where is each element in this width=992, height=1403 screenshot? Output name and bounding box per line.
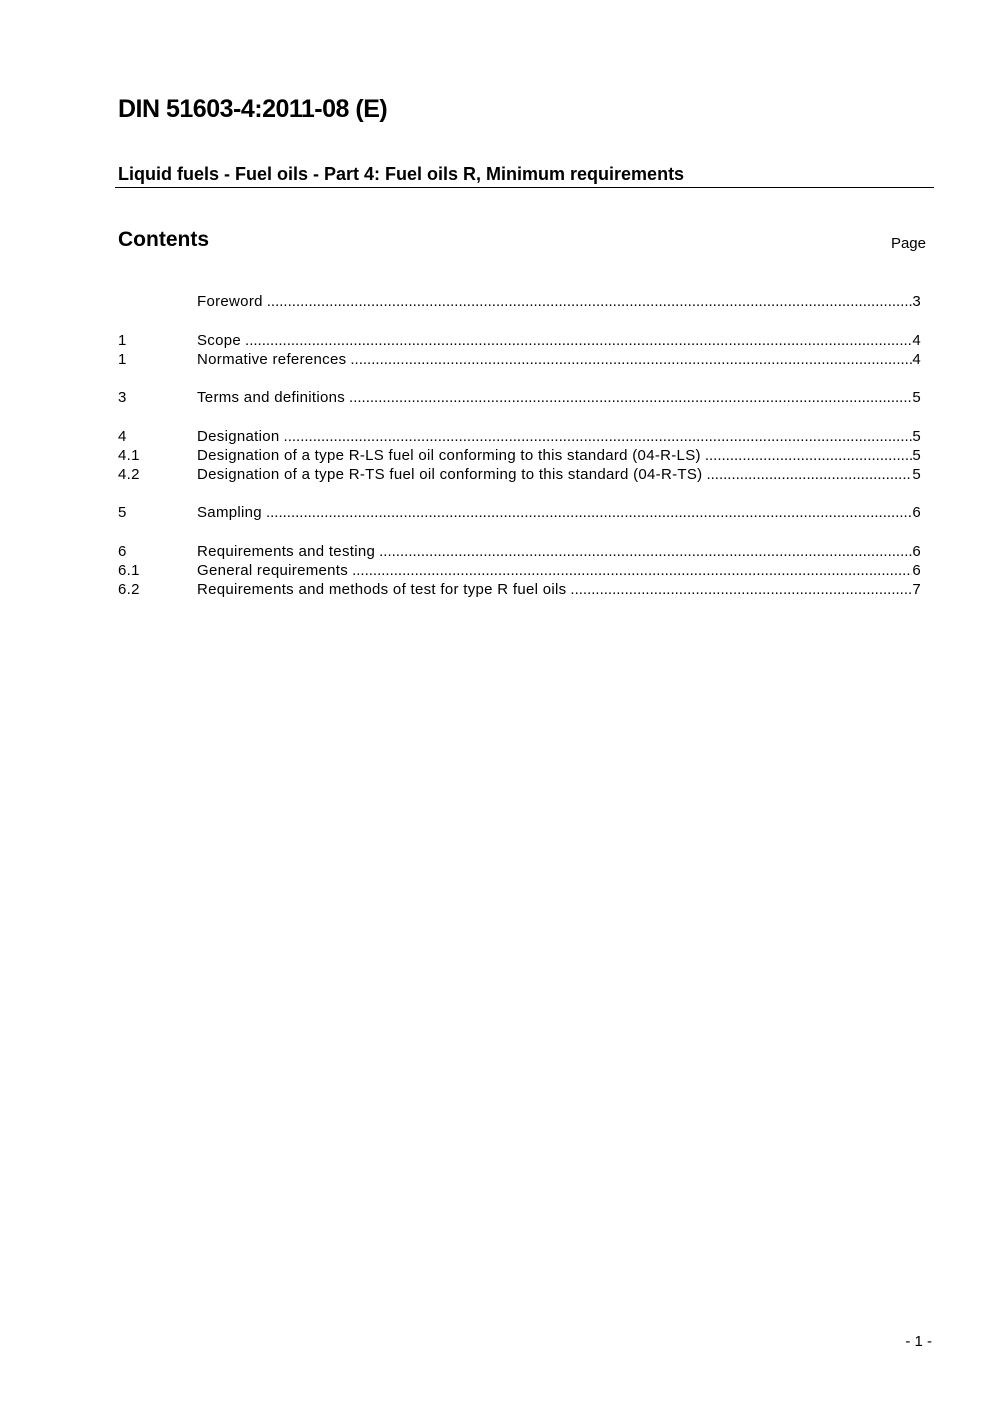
- toc-entry-page: 6: [912, 562, 921, 579]
- toc-dot-leader: [570, 580, 912, 599]
- toc-entry-designation-r-ls[interactable]: [118, 446, 921, 465]
- contents-heading: Contents: [118, 228, 209, 251]
- toc-entry-page: 6: [912, 543, 921, 560]
- toc-entry-title: Designation: [197, 428, 280, 445]
- toc-entry-title: Sampling: [197, 504, 262, 521]
- page-number: - 1 -: [905, 1333, 932, 1350]
- toc-entry-title: General requirements: [197, 562, 349, 579]
- toc-entry-number: 1: [118, 351, 127, 368]
- document-id-heading: DIN 51603-4:2011-08 (E): [118, 95, 388, 123]
- toc-dot-leader: [705, 446, 913, 465]
- toc-entry-requirements-methods-of-test[interactable]: [118, 580, 921, 599]
- toc-entry-general-requirements[interactable]: [118, 561, 921, 580]
- toc-entry-title: Designation of a type R-LS fuel oil conforming to this standard (04-R-LS): [197, 447, 701, 464]
- toc-dot-leader: [284, 427, 913, 446]
- toc-entry-number: 6: [118, 543, 127, 560]
- toc-entry-title: Normative references: [197, 351, 347, 368]
- toc-entry-page: 5: [912, 447, 921, 464]
- toc-entry-normative-references[interactable]: [118, 350, 921, 369]
- toc-entry-title: Requirements and methods of test for type R fuel oils: [197, 581, 567, 598]
- toc-entry-title: Scope: [197, 332, 242, 349]
- toc-entry-page: 6: [912, 504, 921, 521]
- toc-dot-leader: [379, 542, 912, 561]
- toc-entry-page: 4: [912, 332, 921, 349]
- toc-dot-leader: [245, 331, 912, 350]
- toc-entry-title: Terms and definitions: [197, 389, 346, 406]
- toc-dot-leader: [349, 388, 912, 407]
- toc-entry-designation-r-ts[interactable]: [118, 465, 921, 484]
- toc-entry-terms-and-definitions[interactable]: [118, 388, 921, 407]
- toc-dot-leader: [266, 503, 912, 522]
- page-column-label: Page: [890, 235, 926, 252]
- document-title: Liquid fuels - Fuel oils - Part 4: Fuel oils R, Minimum requirements: [118, 164, 685, 184]
- toc-entry-number: 4.1: [118, 447, 140, 464]
- toc-entry-designation[interactable]: [118, 427, 921, 446]
- toc-entry-title: Foreword: [197, 293, 263, 310]
- toc-dot-leader: [350, 350, 912, 369]
- toc-entry-page: 5: [912, 428, 921, 445]
- toc-entry-page: 5: [912, 466, 921, 483]
- toc-entry-number: 5: [118, 504, 127, 521]
- title-divider: [115, 187, 934, 188]
- toc-entry-scope[interactable]: [118, 331, 921, 350]
- toc-entry-page: 3: [912, 293, 921, 310]
- toc-entry-number: 3: [118, 389, 127, 406]
- toc-entry-number: 6.2: [118, 581, 140, 598]
- toc-entry-sampling[interactable]: [118, 503, 921, 522]
- toc-entry-page: 5: [912, 389, 921, 406]
- toc-entry-number: 4.2: [118, 466, 140, 483]
- toc-entry-title: Designation of a type R-TS fuel oil conforming to this standard (04-R-TS): [197, 466, 703, 483]
- toc-entry-requirements-and-testing[interactable]: [118, 542, 921, 561]
- toc-entry-number: 1: [118, 332, 127, 349]
- toc-entry-page: 7: [912, 581, 921, 598]
- toc-entry-foreword[interactable]: [118, 292, 921, 311]
- toc-entry-number: 4: [118, 428, 127, 445]
- toc-dot-leader: [267, 292, 913, 311]
- toc-dot-leader: [706, 465, 912, 484]
- toc-entry-page: 4: [912, 351, 921, 368]
- toc-entry-number: 6.1: [118, 562, 140, 579]
- toc-dot-leader: [352, 561, 912, 580]
- toc-entry-title: Requirements and testing: [197, 543, 376, 560]
